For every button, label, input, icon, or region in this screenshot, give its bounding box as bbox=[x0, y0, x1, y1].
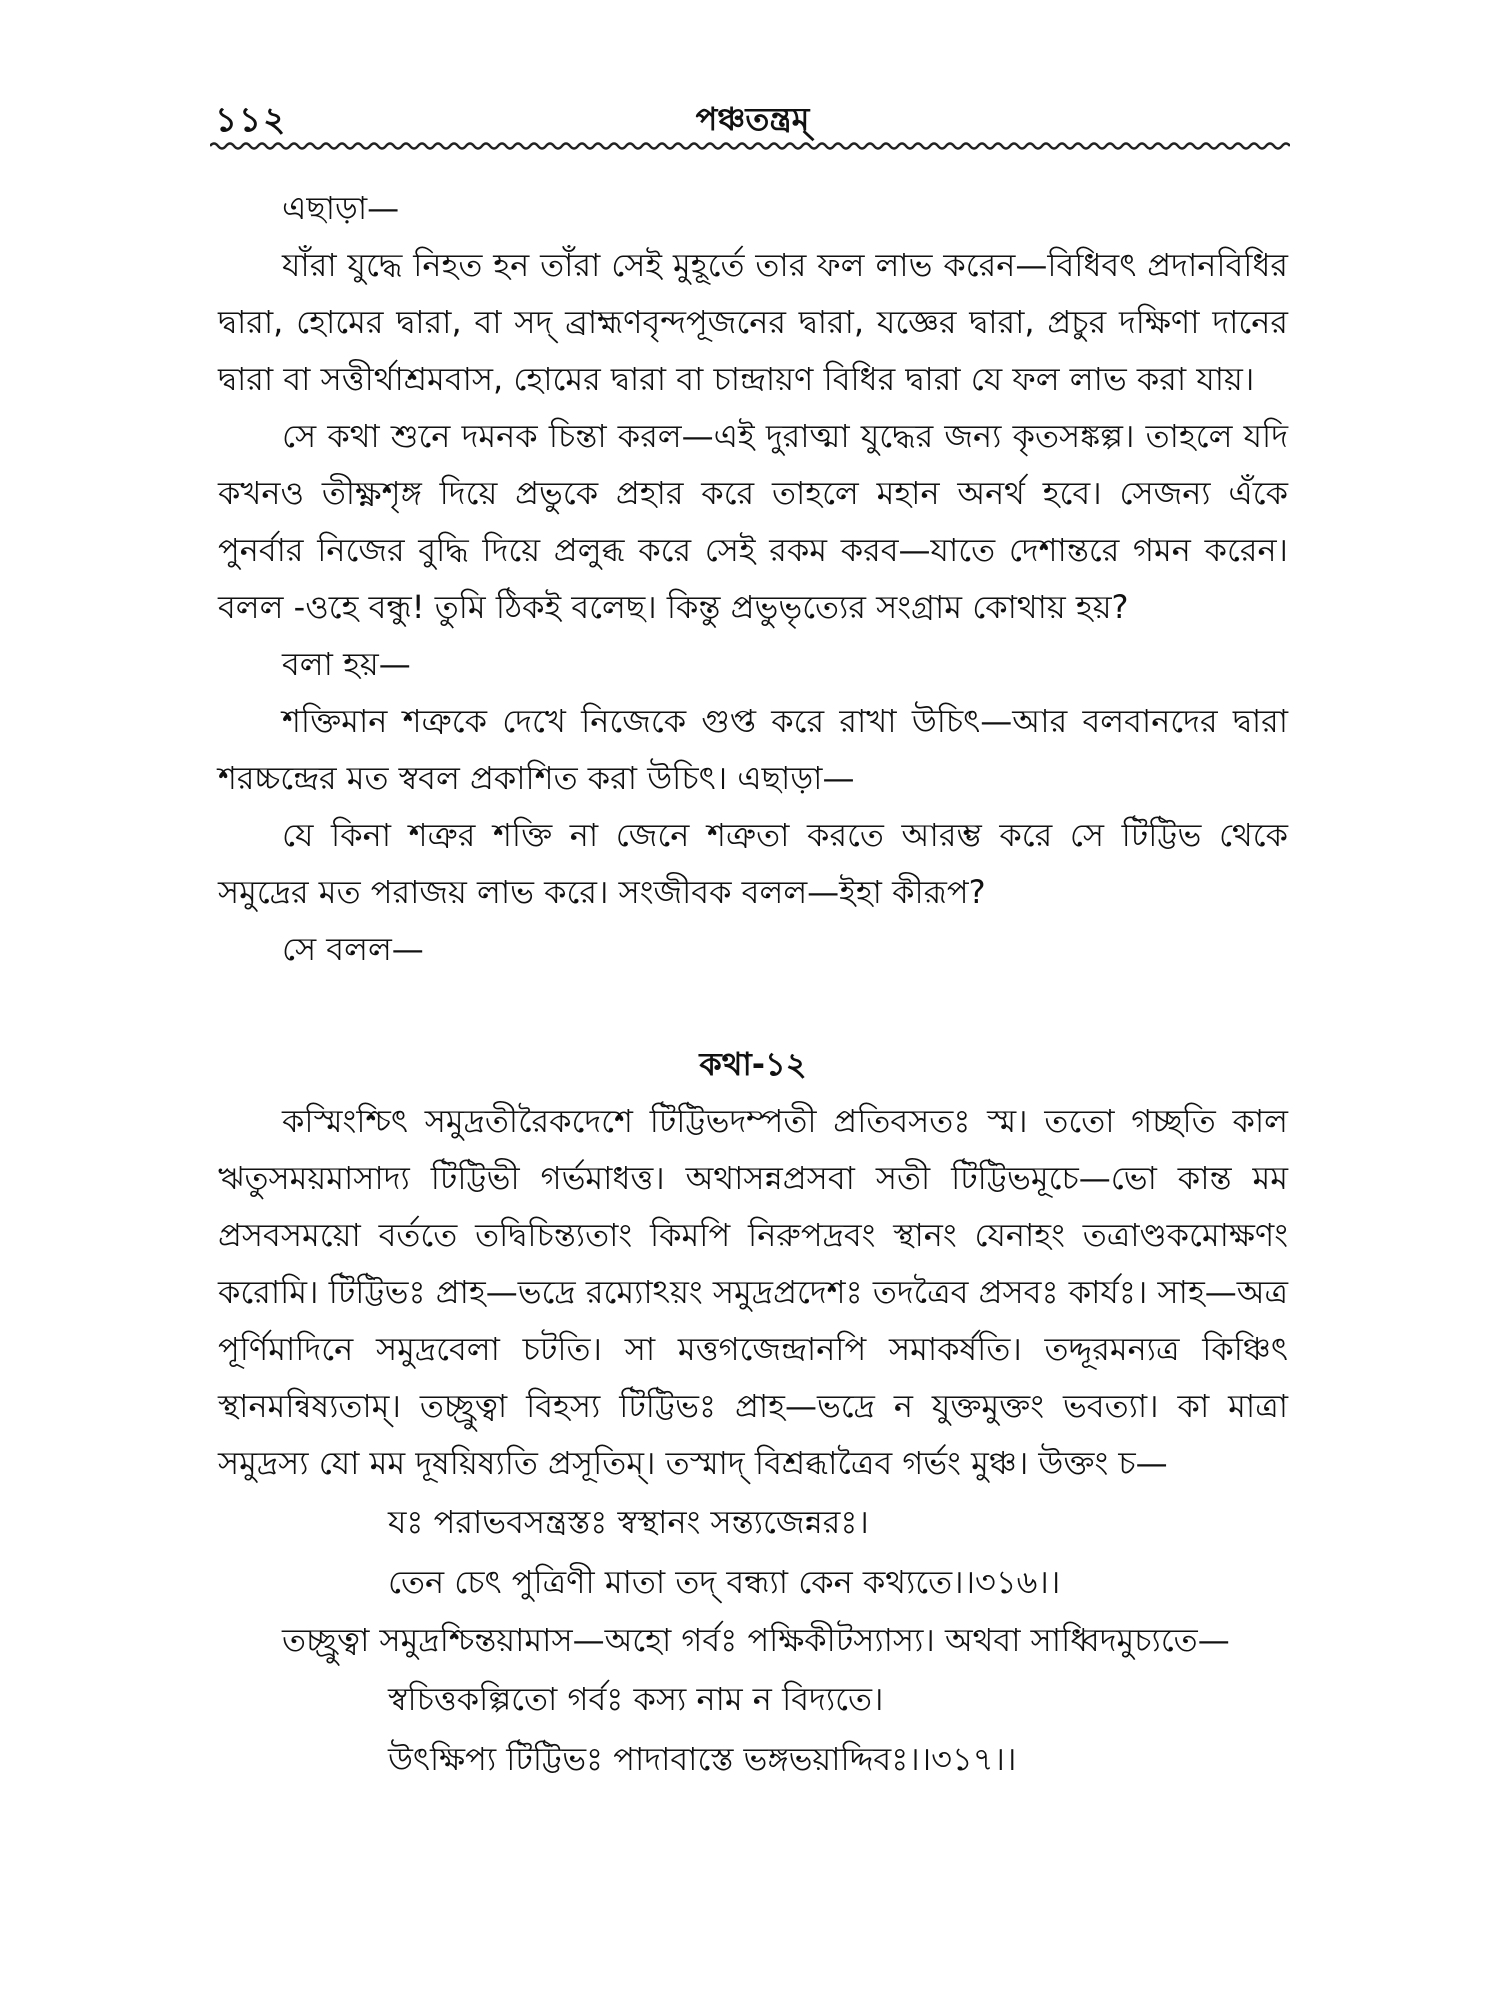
header-wavy-rule bbox=[210, 140, 1290, 152]
verse-316-line-1: যঃ পরাভবসন্ত্রস্তঃ স্বস্থানং সন্ত্যজেন্নরঃ। bbox=[388, 1503, 869, 1541]
page-body bbox=[218, 180, 1288, 1789]
running-title: পঞ্চতন্ত্রম্ bbox=[695, 100, 810, 138]
paragraph-2: সে কথা শুনে দমনক চিন্তা করল—এই দুরাত্মা যুদ্ধের জন্য কৃতসঙ্কল্প। তাহলে যদি কখনও তীক্ষ্ণশৃঙ্গ দিয়ে প্রভুকে প্রহার করে তাহলে মহান অনর্থ হবে। সেজন্য এঁকে পুনর্বার নিজের বুদ্ধি দিয়ে প্রলুব্ধ করে সেই রকম করব—যাতে দেশান্তরে গমন করেন। বলল -ওহে বন্ধু! তুমি ঠিকই বলেছ। কিন্তু প্রভুভৃত্যের সংগ্রাম কোথায় হয়? bbox=[218, 417, 1288, 626]
page-number: ১১২ bbox=[215, 100, 288, 140]
paragraph-5: যে কিনা শত্রুর শক্তি না জেনে শত্রুতা করতে আরম্ভ করে সে টিট্টিভ থেকে সমুদ্রের মত পরাজয় লাভ করে। সংজীবক বলল—ইহা কীরূপ? bbox=[218, 816, 1288, 911]
verse-317-line-2: উৎক্ষিপ্য টিট্টিভঃ পাদাবাস্তে ভঙ্গভয়াদ্দিবঃ।।৩১৭।। bbox=[388, 1740, 1017, 1778]
story-paragraph-1: কস্মিংশ্চিৎ সমুদ্রতীরৈকদেশে টিট্টিভদম্পতী প্রতিবসতঃ স্ম। ততো গচ্ছতি কাল ঋতুসময়মাসাদ্য টিট্টিভী গর্ভমাধত্ত। অথাসন্নপ্রসবা সতী টিট্টিভমূচে—ভো কান্ত মম প্রসবসময়ো বর্ততে তদ্বিচিন্ত্যতাং কিমপি নিরুপদ্রবং স্থানং যেনাহং তত্রাণ্ডকমোক্ষণং করোমি। টিট্টিভঃ প্রাহ—ভদ্রে রম্যোঽয়ং সমুদ্রপ্রদেশঃ তদত্রৈব প্রসবঃ কার্যঃ। সাহ—অত্র পূর্ণিমাদিনে সমুদ্রবেলা চটতি। সা মত্তগজেন্দ্রানপি সমাকর্ষতি। তদ্দূরমন্যত্র কিঞ্চিৎ স্থানমন্বিষ্যতাম্। তচ্ছ্রুত্বা বিহস্য টিট্টিভঃ প্রাহ—ভদ্রে ন যুক্তমুক্তং ভবত্যা। কা মাত্রা সমুদ্রস্য যো মম দূষয়িষ্যতি প্রসূতিম্। তস্মাদ্ বিশ্রব্ধাত্রৈব গর্ভং মুঞ্চ। উক্তং চ— bbox=[218, 1102, 1288, 1482]
paragraph-3: বলা হয়— bbox=[282, 645, 411, 683]
paragraph-intro: এছাড়া— bbox=[282, 189, 400, 227]
page-header bbox=[215, 88, 1290, 148]
verse-317-line-1: স্বচিত্তকল্পিতো গর্বঃ কস্য নাম ন বিদ্যতে। bbox=[388, 1680, 884, 1718]
verse-316-line-2: তেন চেৎ পুত্রিণী মাতা তদ্ বন্ধ্যা কেন কথ্যতে।।৩১৬।। bbox=[388, 1563, 1061, 1601]
paragraph-6: সে বলল— bbox=[282, 930, 424, 968]
paragraph-1: যাঁরা যুদ্ধে নিহত হন তাঁরা সেই মুহূর্তে তার ফল লাভ করেন—বিধিবৎ প্রদানবিধির দ্বারা, হোমের দ্বারা, বা সদ্ ব্রাহ্মণবৃন্দপূজনের দ্বারা, যজ্ঞের দ্বারা, প্রচুর দক্ষিণা দানের দ্বারা বা সত্তীর্থাশ্রমবাস, হোমের দ্বারা বা চান্দ্রায়ণ বিধির দ্বারা যে ফল লাভ করা যায়। bbox=[218, 246, 1288, 398]
story-paragraph-2: তচ্ছ্রুত্বা সমুদ্রশ্চিন্তয়ামাস—অহো গর্বঃ পক্ষিকীটস্যাস্য। অথবা সাধ্বিদমুচ্যতে— bbox=[282, 1621, 1230, 1659]
paragraph-4: শক্তিমান শত্রুকে দেখে নিজেকে গুপ্ত করে রাখা উচিৎ—আর বলবানদের দ্বারা শরচ্চন্দ্রের মত স্ববল প্রকাশিত করা উচিৎ। এছাড়া— bbox=[218, 702, 1288, 797]
story-heading: কথা-১২ bbox=[699, 1045, 807, 1083]
